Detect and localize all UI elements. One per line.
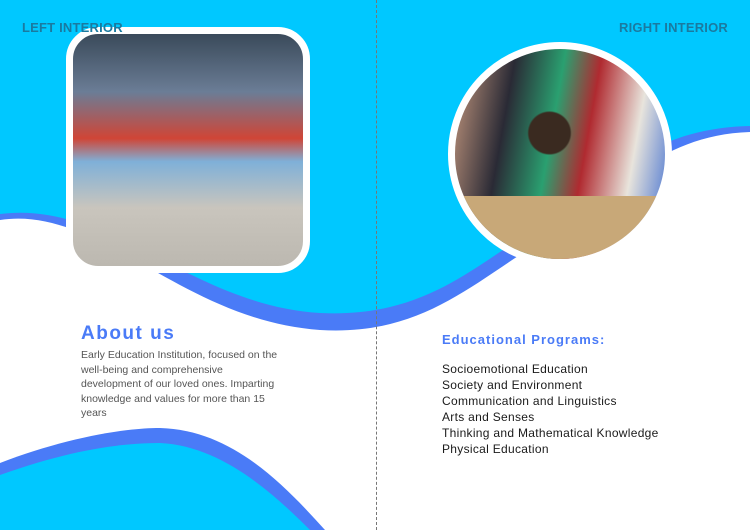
program-item: Arts and Senses: [442, 410, 535, 424]
left-interior-label: LEFT INTERIOR: [22, 20, 123, 35]
programs-list: [442, 361, 659, 457]
program-item: Thinking and Mathematical Knowledge: [442, 426, 659, 440]
fold-line: [376, 0, 377, 530]
about-title: About us: [81, 323, 176, 344]
children-backpacks-photo: [66, 27, 310, 273]
programs-title: Educational Programs:: [442, 332, 606, 347]
program-item: Socioemotional Education: [442, 362, 588, 376]
classroom-child-photo: [448, 42, 672, 266]
program-item: Physical Education: [442, 442, 549, 456]
about-text: Early Education Institution, focused on the well-being and comprehensive development of our loved ones. Imparting knowledge and values for more than 15 years: [81, 349, 278, 419]
program-item: Society and Environment: [442, 378, 583, 392]
right-interior-label: RIGHT INTERIOR: [619, 20, 728, 35]
program-item: Communication and Linguistics: [442, 394, 617, 408]
